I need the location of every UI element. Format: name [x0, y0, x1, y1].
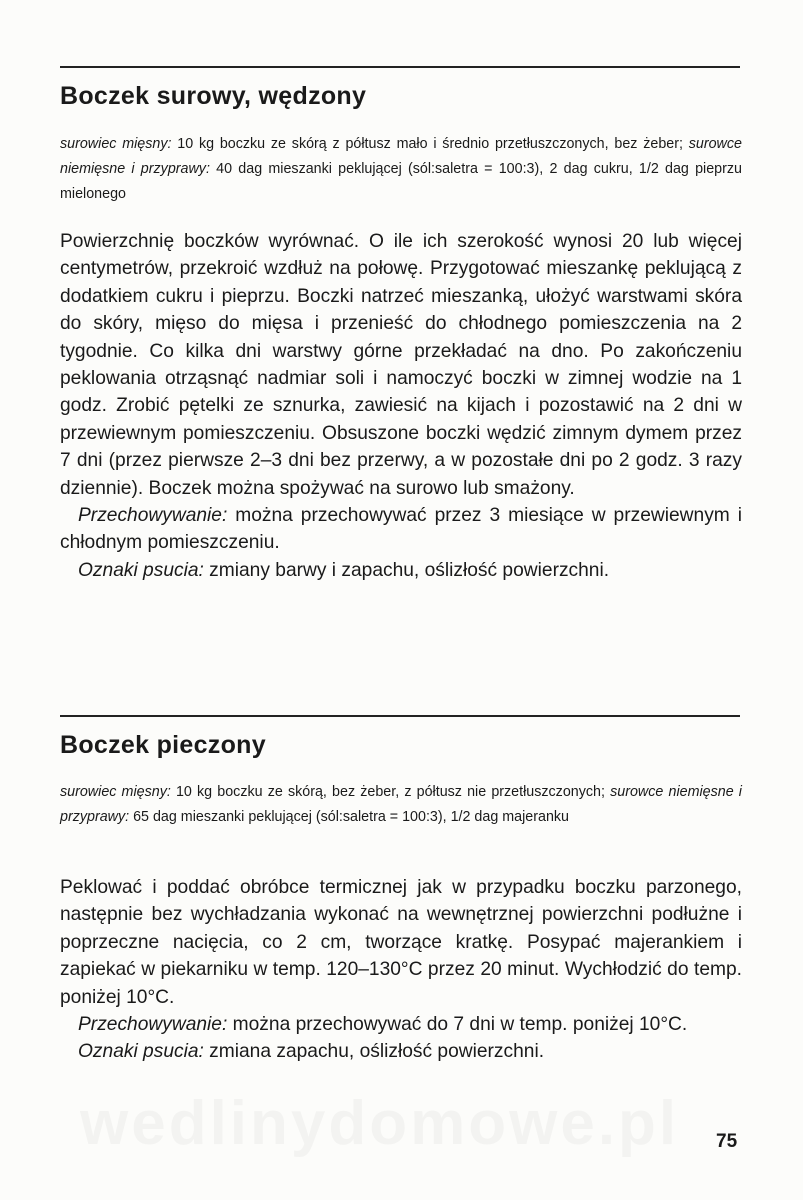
other-ingredient-text: 65 dag mieszanki peklującej (sól:saletra = 100:3), 1/2 dag majeranku [129, 809, 570, 825]
section-1-body [60, 228, 742, 584]
other-ingredient-label: surowce niemięsne i przyprawy: [60, 136, 742, 177]
spoilage-label: Oznaki psucia: [78, 559, 204, 581]
section-2-storage [60, 1011, 742, 1038]
other-ingredient-text: 40 dag mieszanki peklującej (sól:saletra = 100:3), 2 dag cukru, 1/2 dag pieprzu mielonego [60, 161, 742, 202]
section-1-storage [60, 502, 742, 557]
section-2-title: Boczek pieczony [60, 731, 266, 759]
meat-ingredient-text: 10 kg boczku ze skórą, bez żeber, z półtusz nie przetłuszczonych; [170, 784, 611, 800]
spoilage-text: zmiany barwy i zapachu, oślizłość powierzchni. [203, 559, 610, 581]
meat-ingredient-text: 10 kg boczku ze skórą z półtusz mało i średnio przetłuszczonych, bez żeber; [171, 136, 689, 152]
page-number: 75 [716, 1131, 738, 1152]
section-1-top-rule [60, 66, 740, 68]
spoilage-text: zmiana zapachu, oślizłość powierzchni. [203, 1041, 545, 1063]
section-1-ingredients [60, 132, 742, 207]
other-ingredient-label: surowce niemięsne i przyprawy: [60, 784, 742, 825]
spoilage-label: Oznaki psucia: [78, 1041, 204, 1063]
storage-label: Przechowywanie: [78, 505, 228, 527]
section-1-instructions: Powierzchnię boczków wyrównać. O ile ich szerokość wynosi 20 lub więcej centymetrów, przekroić wzdłuż na połowę. Przygotować mieszankę peklującą z dodatkiem cukru i pieprzu. Boczki natrzeć mieszanką, ułożyć warstwami skóra do skóry, mięso do mięsa i przenieść do chłodnego pomieszczenia na 2 tygodnie. Co kilka dni warstwy górne przekładać na dno. Po zakończeniu peklowania otrząsnąć nadmiar soli i namoczyć boczki w zimnej wodzie na 1 godz. Zrobić pętelki ze sznurka, zawiesić na kijach i pozostawić na 2 dni w przewiewnym pomieszczeniu. Obsuszone boczki wędzić zimnym dymem przez 7 dni (przez pierwsze 2–3 dni bez przerwy, a w pozostałe dni po 2 godz. 3 razy dziennie). Boczek można spożywać na surowo lub smażony. [60, 231, 742, 499]
storage-text: można przechowywać przez 3 miesiące w przewiewnym i chłodnym pomieszczeniu. [60, 505, 742, 554]
storage-text: można przechowywać do 7 dni w temp. poniżej 10°C. [227, 1014, 688, 1036]
section-2-top-rule [60, 715, 740, 717]
meat-ingredient-label: surowiec mięsny: [60, 136, 172, 152]
section-1-spoilage [60, 557, 742, 584]
section-2-body [60, 874, 742, 1066]
section-2-spoilage [60, 1038, 742, 1065]
watermark [80, 1088, 760, 1159]
section-1-title: Boczek surowy, wędzony [60, 82, 367, 110]
storage-label: Przechowywanie: [78, 1014, 228, 1036]
meat-ingredient-label: surowiec mięsny: [60, 784, 171, 800]
section-2-instructions: Peklować i poddać obróbce termicznej jak w przypadku boczku parzonego, następnie bez wychładzania wykonać na wewnętrznej powierzchni podłużne i poprzeczne nacięcia, co 2 cm, tworzące kratkę. Posypać majerankiem i zapiekać w piekarniku w temp. 120–130°C przez 20 minut. Wychłodzić do temp. poniżej 10°C. [60, 877, 742, 1008]
section-2-ingredients [60, 780, 742, 830]
